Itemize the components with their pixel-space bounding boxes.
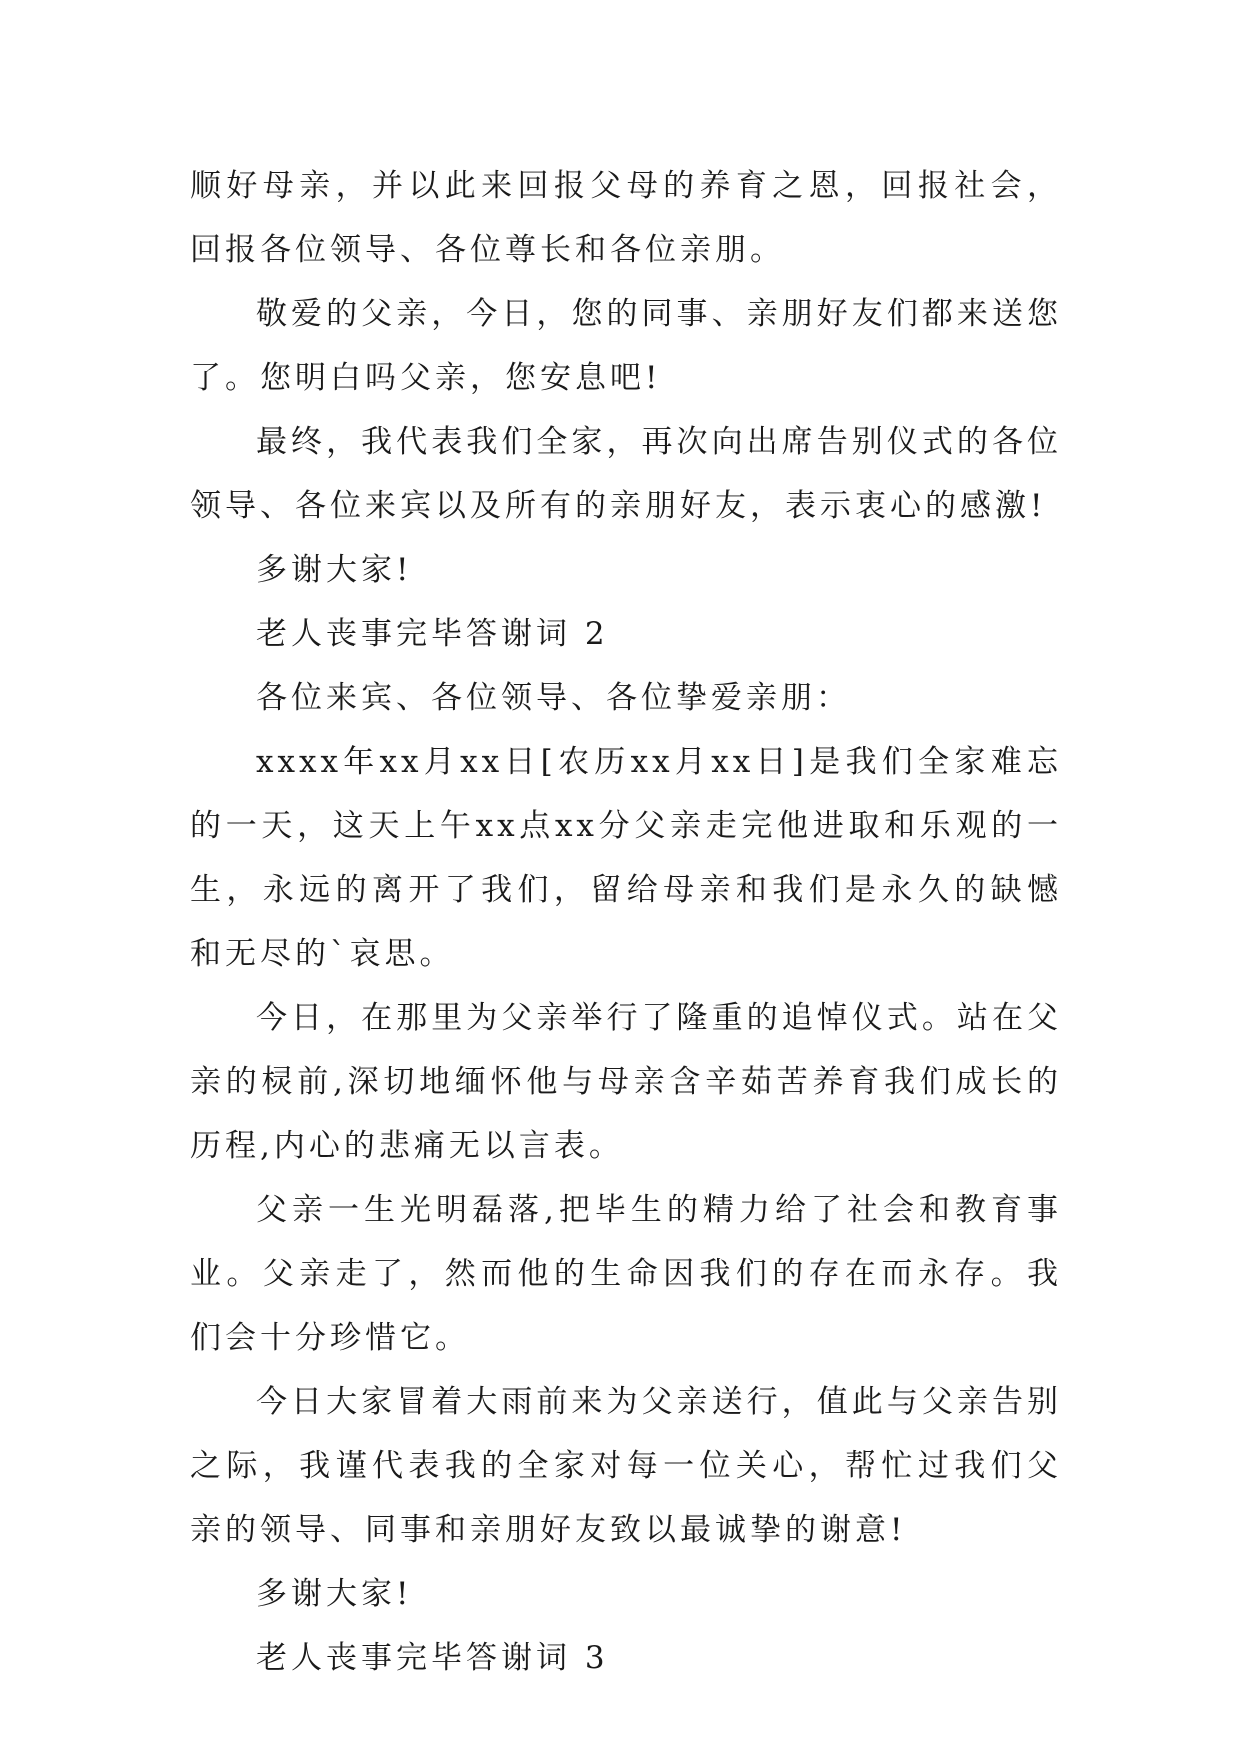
closing-thanks: 多谢大家! [256, 552, 413, 588]
paragraph: xxxx年xx月xx日[农历xx月xx日]是我们全家难忘的一天，这天上午xx点xx分父亲走完他进取和乐观的一生，永远的离开了我们，留给母亲和我们是永久的缺憾和无尽的`哀思。 [190, 744, 1062, 972]
paragraph: 顺好母亲，并以此来回报父母的养育之恩，回报社会，回报各位领导、各位尊长和各位亲朋。 [190, 168, 1062, 268]
closing-thanks: 多谢大家! [256, 1576, 413, 1612]
section-heading: 老人丧事完毕答谢词 3 [256, 1640, 609, 1676]
section-heading: 老人丧事完毕答谢词 2 [256, 616, 609, 652]
paragraph: 父亲一生光明磊落,把毕生的精力给了社会和教育事业。父亲走了，然而他的生命因我们的存在而永存。我们会十分珍惜它。 [190, 1192, 1062, 1356]
document-body [190, 154, 1062, 1690]
paragraph: 今日，在那里为父亲举行了隆重的追悼仪式。站在父亲的棂前,深切地缅怀他与母亲含辛茹苦养育我们成长的历程,内心的悲痛无以言表。 [190, 1000, 1062, 1164]
paragraph: 今日大家冒着大雨前来为父亲送行，值此与父亲告别之际，我谨代表我的全家对每一位关心，帮忙过我们父亲的领导、同事和亲朋好友致以最诚挚的谢意! [190, 1384, 1062, 1548]
salutation: 各位来宾、各位领导、各位挚爱亲朋： [256, 680, 851, 716]
paragraph: 敬爱的父亲，今日，您的同事、亲朋好友们都来送您了。您明白吗父亲，您安息吧! [190, 296, 1062, 396]
paragraph: 最终，我代表我们全家，再次向出席告别仪式的各位领导、各位来宾以及所有的亲朋好友，表示衷心的感激! [190, 424, 1062, 524]
